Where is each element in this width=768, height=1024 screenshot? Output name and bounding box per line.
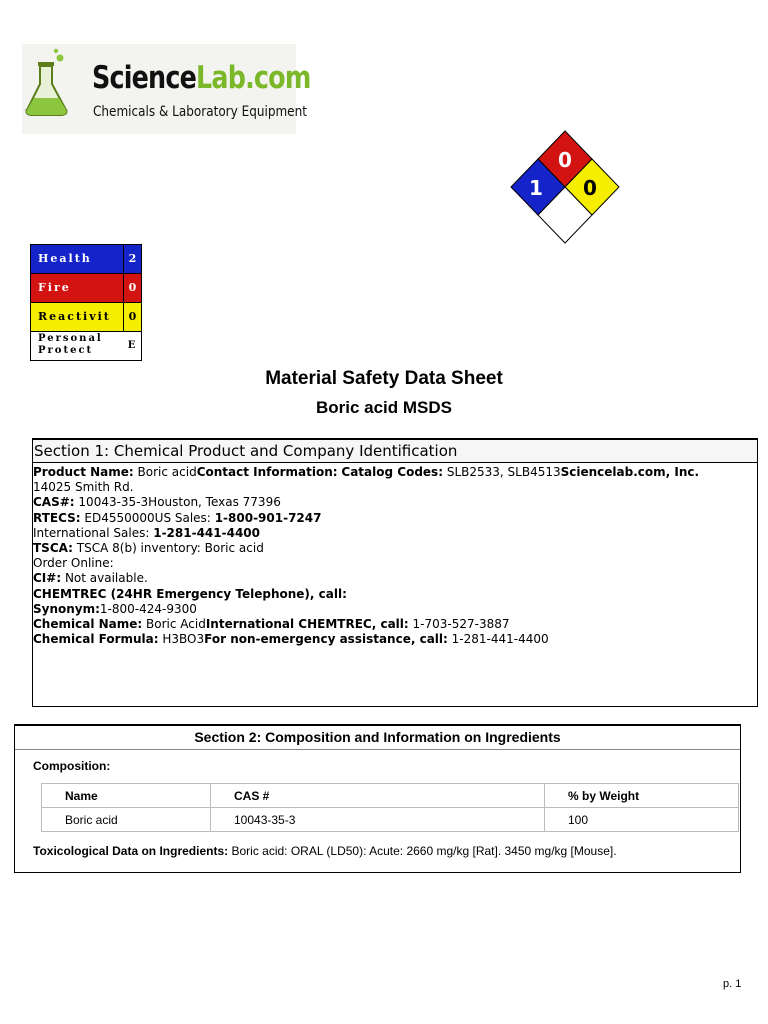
logo-brand: ScienceLab.com <box>92 60 311 96</box>
section-2 <box>14 724 741 873</box>
section-2-heading: Section 2: Composition and Information on Ingredients <box>15 726 740 750</box>
hazard-label: Fire <box>38 281 71 294</box>
column-header: CAS # <box>211 784 545 808</box>
table-cell: 10043-35-3 <box>211 808 545 832</box>
hazard-value: 0 <box>123 274 141 302</box>
hazard-value: E <box>127 340 136 351</box>
order-online-line: Order Online: <box>33 556 114 571</box>
chemical-formula-line: Chemical Formula: H3BO3For non-emergency assistance, call: 1-281-441-4400 <box>33 632 549 647</box>
flask-icon <box>22 44 92 134</box>
section-1-heading: Section 1: Chemical Product and Company Identification <box>33 440 757 463</box>
hazard-rating-table <box>30 244 142 361</box>
ci-line: CI#: Not available. <box>33 571 148 586</box>
logo-tagline: Chemicals & Laboratory Equipment <box>93 104 307 120</box>
hazard-label: Reactivit <box>38 310 111 323</box>
table-header-row <box>42 784 739 808</box>
toxicological-data: Toxicological Data on Ingredients: Boric acid: ORAL (LD50): Acute: 2660 mg/kg [Rat]. 3450 mg/kg [Mouse]. <box>33 844 617 858</box>
nfpa-diamond <box>509 129 621 245</box>
hazard-row-personal-protection <box>31 332 141 360</box>
column-header: % by Weight <box>545 784 739 808</box>
hazard-row-reactivity <box>31 303 141 332</box>
composition-label: Composition: <box>33 759 111 773</box>
rtecs-line: RTECS: ED4550000US Sales: 1-800-901-7247 <box>33 510 322 525</box>
document-subtitle: Boric acid MSDS <box>315 398 453 417</box>
tsca-line: TSCA: TSCA 8(b) inventory: Boric acid <box>33 541 264 556</box>
hazard-value: 0 <box>123 303 141 331</box>
section-1-body <box>33 463 757 647</box>
sciencelab-logo <box>22 44 311 134</box>
hazard-row-health <box>31 245 141 274</box>
chemtrec-line: CHEMTREC (24HR Emergency Telephone), call: <box>33 586 347 601</box>
table-row <box>42 808 739 832</box>
hazard-value: 2 <box>123 245 141 273</box>
table-cell: Boric acid <box>42 808 211 832</box>
chemical-name-line: Chemical Name: Boric AcidInternational CHEMTREC, call: 1-703-527-3887 <box>33 617 510 632</box>
page-number: p. 1 <box>723 978 742 990</box>
section-1 <box>32 438 758 707</box>
column-header: Name <box>42 784 211 808</box>
intl-sales-line: International Sales: 1-281-441-4400 <box>33 525 261 540</box>
nfpa-health-value: 1 <box>529 176 543 200</box>
synonym-line: Synonym:1-800-424-9300 <box>33 601 197 616</box>
address-line: 14025 Smith Rd. <box>33 480 134 495</box>
table-cell: 100 <box>545 808 739 832</box>
nfpa-reactivity-value: 0 <box>583 176 597 200</box>
document-title: Material Safety Data Sheet <box>265 368 503 389</box>
hazard-row-fire <box>31 274 141 303</box>
product-name-line: Product Name: Boric acidContact Information: Catalog Codes: SLB2533, SLB4513Sciencelab.com, Inc. <box>33 465 700 479</box>
cas-line: CAS#: 10043-35-3Houston, Texas 77396 <box>33 495 281 510</box>
nfpa-fire-value: 0 <box>558 148 572 172</box>
hazard-label: Health <box>38 252 92 265</box>
hazard-label: Personal Protect <box>38 333 103 356</box>
composition-table <box>41 783 739 832</box>
